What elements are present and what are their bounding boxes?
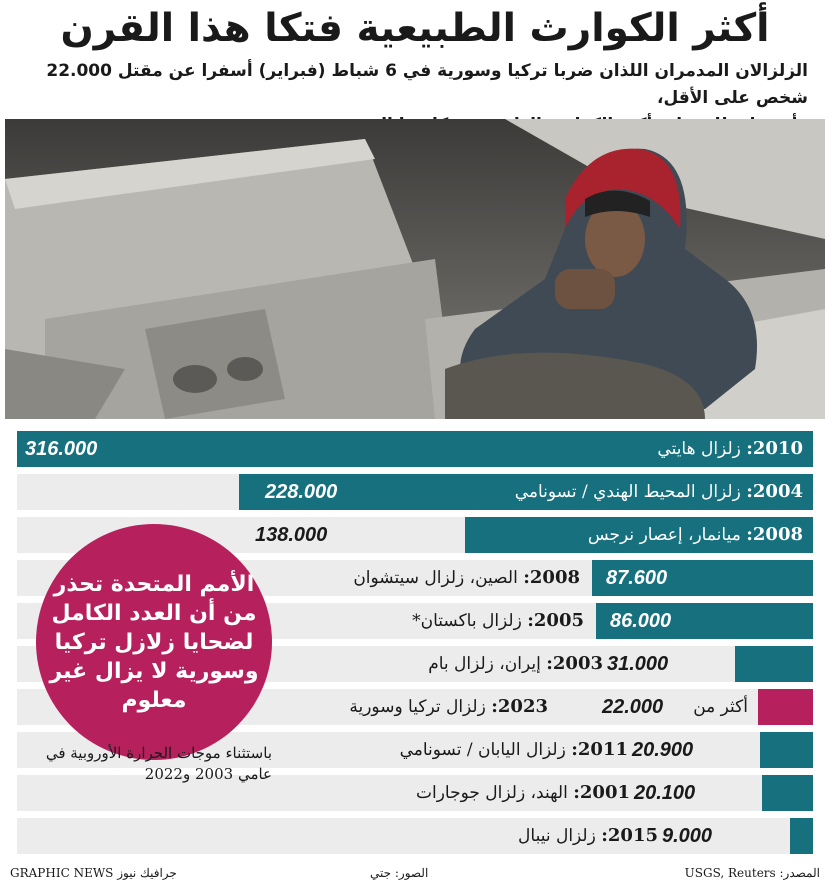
bar-name: ميانمار، إعصار نرجس bbox=[587, 525, 747, 545]
bar-row bbox=[17, 474, 813, 510]
bar-label bbox=[515, 474, 803, 510]
bar-name: زلزال نيبال bbox=[518, 826, 602, 846]
bar-year: 2015: bbox=[601, 825, 658, 846]
bar-year: 2023: bbox=[491, 696, 548, 717]
bar-year: 2011: bbox=[571, 739, 628, 760]
bar-year: 2004: bbox=[746, 481, 803, 502]
bar-label bbox=[400, 732, 628, 768]
bar-label bbox=[518, 818, 658, 854]
bar-label bbox=[588, 517, 803, 553]
bar-year: 2008: bbox=[523, 567, 580, 588]
bar-name: الصين، زلزال سيتشوان bbox=[353, 568, 524, 588]
bar-label bbox=[412, 603, 584, 639]
bar-name: إيران، زلزال بام bbox=[428, 654, 547, 674]
bar-year: 2005: bbox=[527, 610, 584, 631]
bar-row bbox=[17, 818, 813, 854]
bar-name: الهند، زلزال جوجارات bbox=[415, 783, 574, 803]
bar-label bbox=[349, 689, 548, 725]
bar bbox=[790, 818, 813, 854]
value-label: 20.900 bbox=[632, 739, 694, 761]
value-label: 87.600 bbox=[606, 567, 668, 589]
value-label: 20.100 bbox=[634, 782, 696, 804]
value-prefix: أكثر من bbox=[693, 697, 748, 717]
source-credit: المصدر: USGS, Reuters bbox=[684, 866, 820, 880]
bar-label bbox=[657, 431, 803, 467]
brand-credit: GRAPHIC NEWS جرافيك نيوز bbox=[10, 866, 177, 880]
bar bbox=[762, 775, 813, 811]
bar-row bbox=[17, 431, 813, 467]
footnote: باستثناء موجات الحرارة الأوروبية في عامي 2003 و2022 bbox=[45, 744, 272, 783]
bar bbox=[735, 646, 813, 682]
bar-name: زلزال اليابان / تسونامي bbox=[399, 740, 572, 760]
bar-label bbox=[416, 775, 630, 811]
bar bbox=[758, 689, 813, 725]
value-label: 138.000 bbox=[255, 524, 328, 546]
photo-credit: الصور: جتي bbox=[370, 866, 429, 880]
bar-name: زلزال هايتي bbox=[657, 439, 747, 459]
value-label: 316.000 bbox=[25, 438, 98, 460]
page-title: أكثر الكوارث الطبيعية فتكا هذا القرن bbox=[60, 6, 770, 51]
bar-label bbox=[353, 560, 580, 596]
bar-name: زلزال المحيط الهندي / تسونامي bbox=[514, 482, 747, 502]
bar-label bbox=[428, 646, 603, 682]
bar bbox=[760, 732, 813, 768]
value-label: 31.000 bbox=[607, 653, 669, 675]
bar-name: زلزال تركيا وسورية bbox=[349, 697, 492, 717]
value-label: 228.000 bbox=[265, 481, 338, 503]
bar-year: 2010: bbox=[746, 438, 803, 459]
callout-text: الأمم المتحدة تحذر من أن العدد الكامل لضحايا زلازل تركيا وسورية لا يزال غير معلوم bbox=[49, 571, 259, 713]
value-label: 9.000 bbox=[662, 825, 713, 847]
value-label: 86.000 bbox=[610, 610, 672, 632]
bar-year: 2008: bbox=[746, 524, 803, 545]
bar-year: 2003: bbox=[546, 653, 603, 674]
bar-year: 2001: bbox=[573, 782, 630, 803]
bar-name: زلزال باكستان* bbox=[412, 611, 528, 631]
value-label: 22.000 bbox=[602, 696, 664, 718]
callout-circle bbox=[36, 524, 272, 760]
subtitle-line-1: الزلزالان المدمران اللذان ضربا تركيا وسورية في 6 شباط (فبراير) أسفرا عن مقتل 22.000 شخص على الأقل، bbox=[46, 61, 808, 108]
